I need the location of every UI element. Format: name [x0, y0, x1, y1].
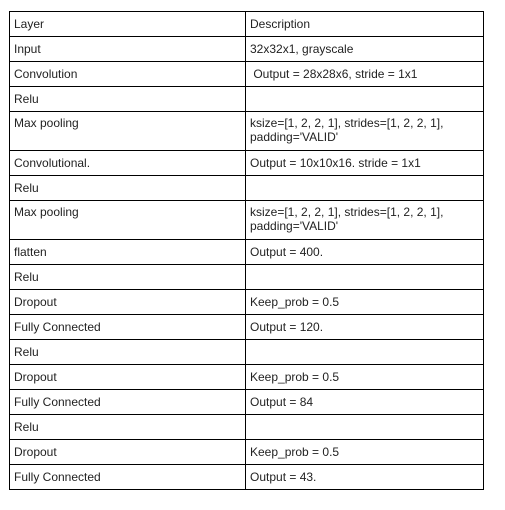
description-cell: Output = 84 [246, 390, 484, 415]
layer-cell: Dropout [10, 365, 246, 390]
table-row [10, 201, 484, 240]
layer-cell: Input [10, 37, 246, 62]
header-row [10, 12, 484, 37]
table-row [10, 176, 484, 201]
description-cell [246, 87, 484, 112]
table-row [10, 37, 484, 62]
description-cell: Output = 28x28x6, stride = 1x1 [246, 62, 484, 87]
layer-cell: Max pooling [10, 112, 246, 151]
description-cell: Keep_prob = 0.5 [246, 365, 484, 390]
layer-cell: Fully Connected [10, 315, 246, 340]
table-row [10, 265, 484, 290]
layer-cell: Relu [10, 415, 246, 440]
layer-cell: Relu [10, 265, 246, 290]
description-cell: Keep_prob = 0.5 [246, 290, 484, 315]
description-cell [246, 340, 484, 365]
table-row [10, 290, 484, 315]
table-row [10, 465, 484, 490]
layer-table [9, 11, 484, 490]
layer-cell: Convolutional. [10, 151, 246, 176]
description-cell: 32x32x1, grayscale [246, 37, 484, 62]
table-row [10, 240, 484, 265]
layer-cell: Fully Connected [10, 390, 246, 415]
layer-cell: Relu [10, 87, 246, 112]
description-cell: Output = 10x10x16. stride = 1x1 [246, 151, 484, 176]
table-row [10, 440, 484, 465]
layer-cell: Relu [10, 340, 246, 365]
column-header-description: Description [246, 12, 484, 37]
description-cell [246, 265, 484, 290]
layer-cell: Max pooling [10, 201, 246, 240]
description-cell [246, 176, 484, 201]
table-row [10, 340, 484, 365]
table-row [10, 62, 484, 87]
table-row [10, 112, 484, 151]
description-cell: ksize=[1, 2, 2, 1], strides=[1, 2, 2, 1], padding='VALID' [246, 112, 484, 151]
table-row [10, 87, 484, 112]
description-cell: ksize=[1, 2, 2, 1], strides=[1, 2, 2, 1], padding='VALID' [246, 201, 484, 240]
table-row [10, 365, 484, 390]
description-cell: Output = 400. [246, 240, 484, 265]
layer-cell: flatten [10, 240, 246, 265]
column-header-layer: Layer [10, 12, 246, 37]
description-cell: Output = 43. [246, 465, 484, 490]
layer-cell: Convolution [10, 62, 246, 87]
table-row [10, 315, 484, 340]
layer-cell: Relu [10, 176, 246, 201]
table-row [10, 415, 484, 440]
table-row [10, 151, 484, 176]
description-cell: Output = 120. [246, 315, 484, 340]
table-row [10, 390, 484, 415]
description-cell [246, 415, 484, 440]
layer-cell: Dropout [10, 290, 246, 315]
layer-cell: Fully Connected [10, 465, 246, 490]
layer-cell: Dropout [10, 440, 246, 465]
description-cell: Keep_prob = 0.5 [246, 440, 484, 465]
